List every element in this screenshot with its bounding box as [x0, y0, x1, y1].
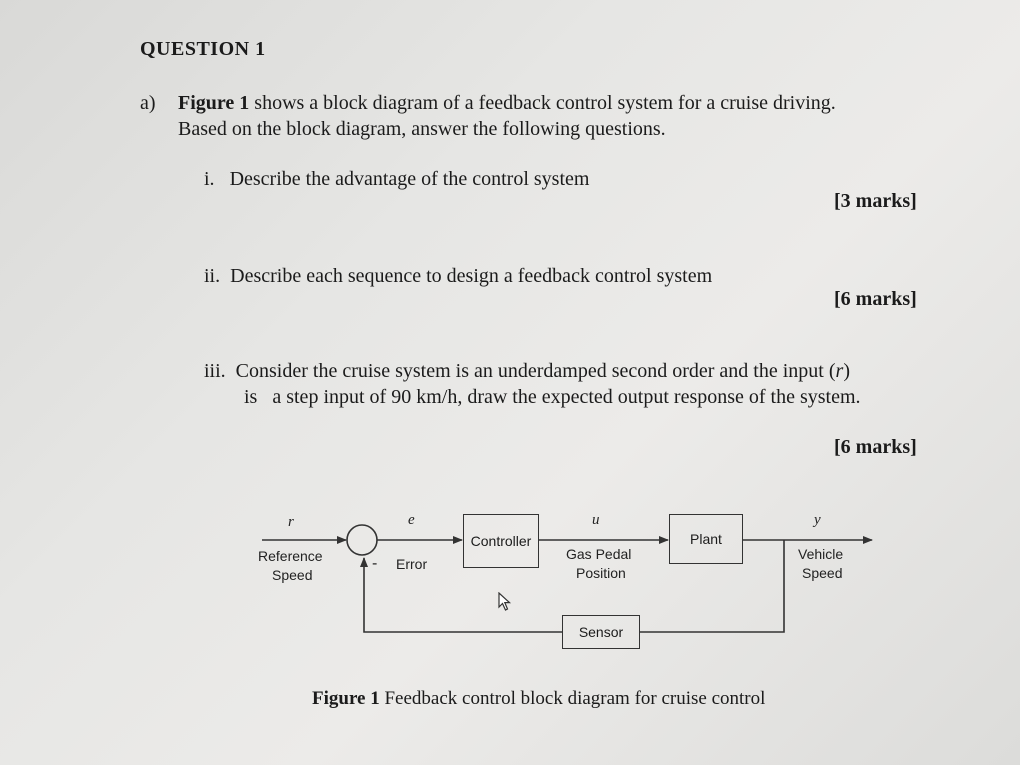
item-i-marks: [3 marks]	[834, 190, 917, 212]
label-y: y	[814, 512, 821, 528]
item-ii-num: ii.	[204, 265, 221, 287]
label-reference: Reference	[258, 548, 323, 564]
figure-caption	[312, 688, 765, 710]
item-iii-text-a: Consider the cruise system is an underdamped second order and the input (	[235, 360, 836, 382]
part-a-line1	[140, 92, 836, 115]
item-iii-line2	[244, 386, 861, 409]
item-iii-is: is	[244, 386, 258, 408]
label-gas-pedal: Gas Pedal	[566, 546, 632, 562]
label-gas-position: Position	[576, 565, 626, 581]
summing-junction	[347, 525, 377, 555]
label-error: Error	[396, 556, 428, 572]
item-ii-marks: [6 marks]	[834, 288, 917, 310]
item-ii	[204, 265, 712, 288]
sensor-block: Sensor	[562, 615, 640, 649]
item-iii-text-b: )	[843, 360, 850, 382]
label-u: u	[592, 512, 600, 528]
label-r: r	[288, 514, 294, 530]
label-vehicle-speed: Speed	[802, 565, 843, 581]
item-iii-var: r	[835, 360, 844, 382]
item-iii	[204, 360, 850, 383]
label-vehicle: Vehicle	[798, 546, 844, 562]
label-e: e	[408, 512, 415, 528]
item-iii-text2: a step input of 90 km/h, draw the expected output response of the system.	[272, 386, 861, 408]
item-i-text: Describe the advantage of the control system	[229, 168, 590, 190]
caption-bold: Figure 1	[312, 688, 380, 709]
minus-sign: -	[372, 555, 378, 572]
feedback-wire-left	[364, 558, 562, 632]
plant-block: Plant	[669, 514, 743, 564]
item-iii-num: iii.	[204, 360, 226, 382]
question-title: QUESTION 1	[140, 38, 266, 60]
label-reference-speed: Speed	[272, 567, 313, 583]
intro-line1: shows a block diagram of a feedback control system for a cruise driving.	[249, 92, 836, 114]
item-iii-marks: [6 marks]	[834, 436, 917, 458]
part-label: a)	[140, 92, 156, 114]
item-ii-text: Describe each sequence to design a feedback control system	[230, 265, 713, 287]
caption-text: Feedback control block diagram for cruise control	[379, 688, 766, 709]
mouse-pointer-icon	[498, 592, 514, 612]
controller-block: Controller	[463, 514, 539, 568]
figure-ref: Figure 1	[178, 92, 250, 114]
item-i	[204, 168, 589, 191]
intro-line2: Based on the block diagram, answer the following questions.	[178, 118, 666, 140]
item-i-num: i.	[204, 168, 215, 190]
